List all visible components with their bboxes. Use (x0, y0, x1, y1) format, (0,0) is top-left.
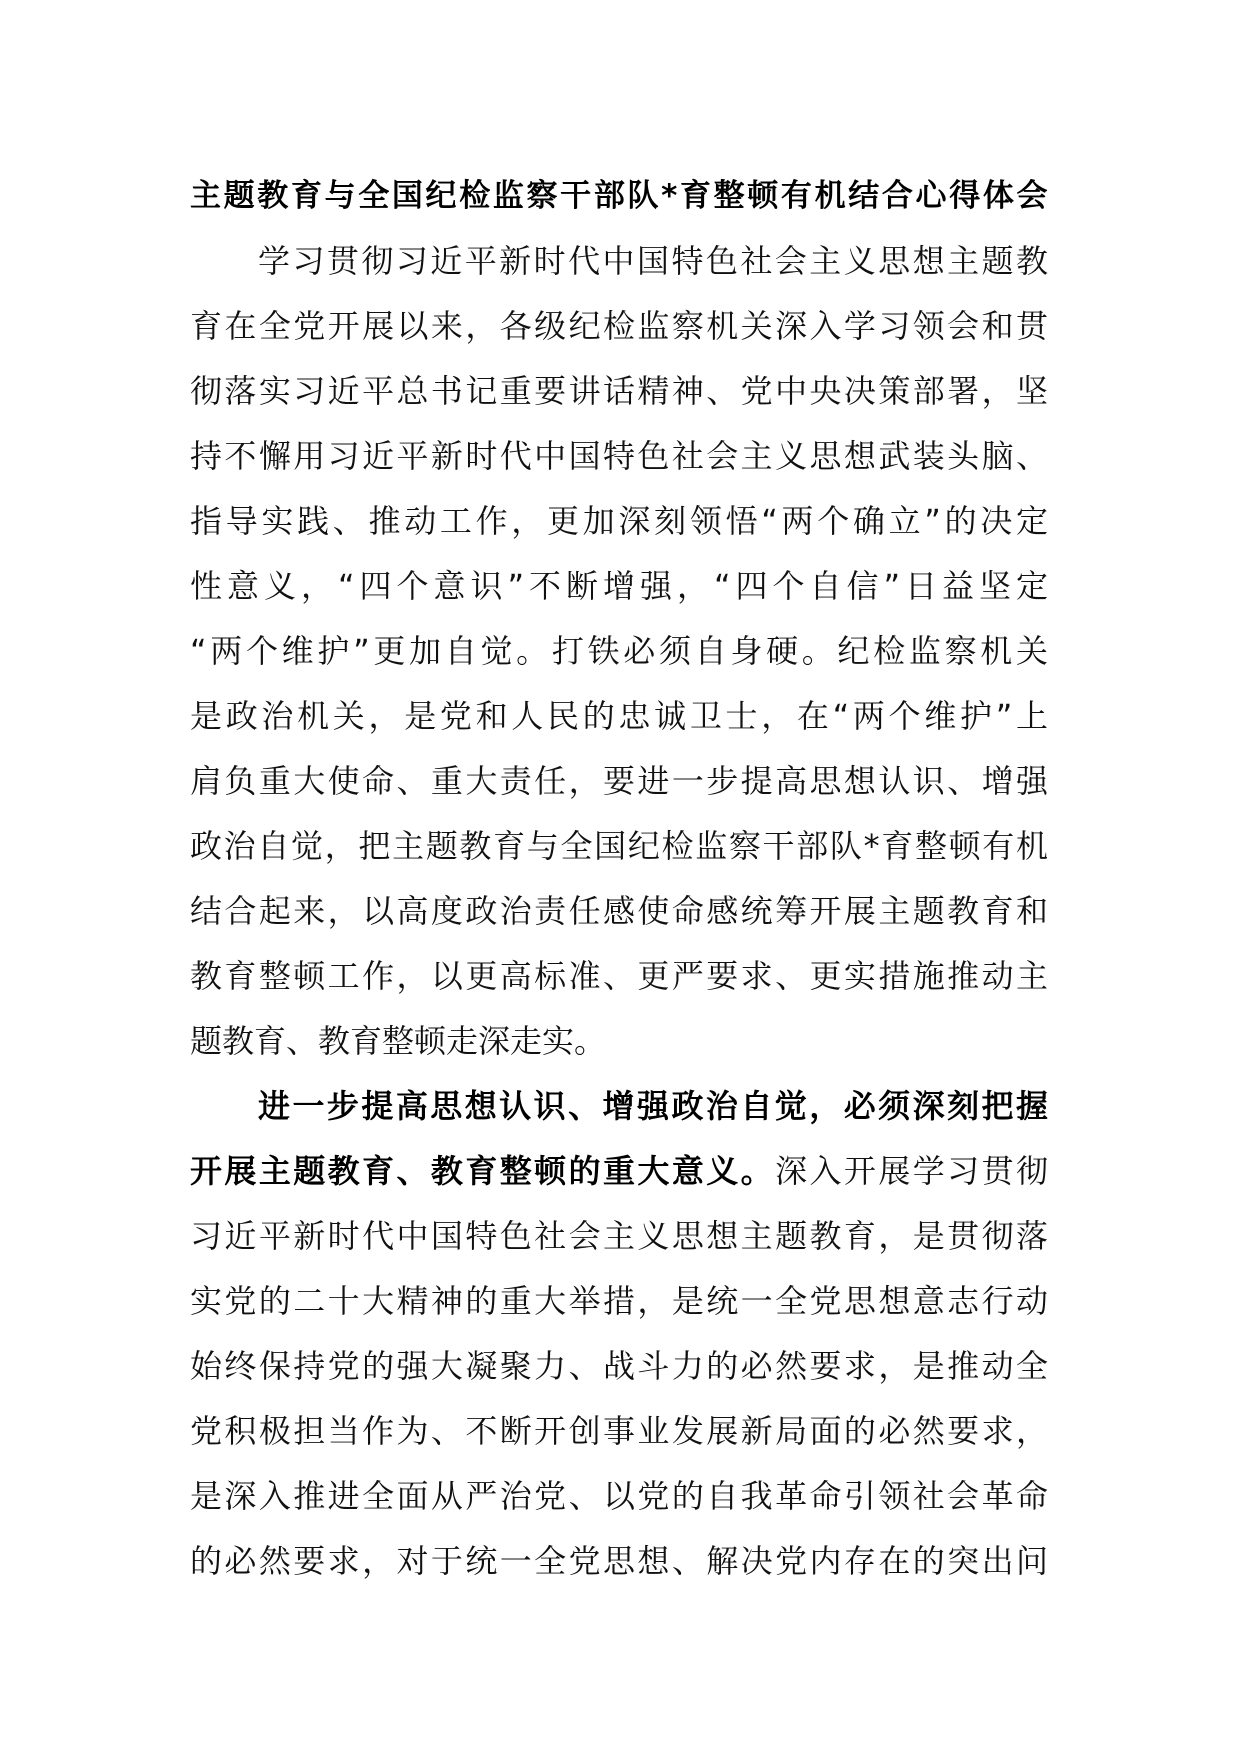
text-line: 结合起来，以高度政治责任感使命感统筹开展主题教育和 (190, 892, 1048, 930)
text-line: 始终保持党的强大凝聚力、战斗力的必然要求，是推动全 (190, 1347, 1048, 1385)
text-line: 题教育、教育整顿走深走实。 (190, 1022, 607, 1060)
text-line: 教育整顿工作，以更高标准、更严要求、更实措施推动主 (190, 957, 1048, 995)
document-body (190, 240, 1048, 1605)
line-text: 深入开展学习贯彻 (775, 1152, 1048, 1190)
text-line: 实党的二十大精神的重大举措，是统一全党思想意志行动 (190, 1282, 1048, 1320)
text-line: 的必然要求，对于统一全党思想、解决党内存在的突出问 (190, 1542, 1048, 1580)
document-title: 主题教育与全国纪检监察干部队*育整顿有机结合心得体会 (190, 178, 1048, 214)
text-line: 是深入推进全面从严治党、以党的自我革命引领社会革命 (190, 1477, 1048, 1515)
text-line: 学习贯彻习近平新时代中国特色社会主义思想主题教 (258, 242, 1048, 280)
text-line: 党积极担当作为、不断开创事业发展新局面的必然要求， (190, 1412, 1048, 1450)
bold-heading-text: 开展主题教育、教育整顿的重大意义。 (190, 1152, 776, 1190)
text-line: 彻落实习近平总书记重要讲话精神、党中央决策部署，坚 (190, 372, 1048, 410)
text-line: 性意义，“四个意识”不断增强，“四个自信”日益坚定 (190, 567, 1048, 605)
paragraph-2 (190, 1085, 1048, 1605)
text-line: 习近平新时代中国特色社会主义思想主题教育，是贯彻落 (190, 1217, 1048, 1255)
text-line: 是政治机关，是党和人民的忠诚卫士，在“两个维护”上 (190, 697, 1048, 735)
text-line: 持不懈用习近平新时代中国特色社会主义思想武装头脑、 (190, 437, 1048, 475)
paragraph-1 (190, 240, 1048, 1085)
text-line: 肩负重大使命、重大责任，要进一步提高思想认识、增强 (190, 762, 1048, 800)
text-line (190, 1150, 1048, 1215)
text-line: 育在全党开展以来，各级纪检监察机关深入学习领会和贯 (190, 307, 1048, 345)
text-line: “两个维护”更加自觉。打铁必须自身硬。纪检监察机关 (190, 632, 1048, 670)
bold-heading-text: 进一步提高思想认识、增强政治自觉，必须深刻把握 (258, 1087, 1048, 1125)
text-line: 政治自觉，把主题教育与全国纪检监察干部队*育整顿有机 (190, 827, 1048, 865)
text-line (190, 1085, 1048, 1150)
text-line: 指导实践、推动工作，更加深刻领悟“两个确立”的决定 (190, 502, 1048, 540)
